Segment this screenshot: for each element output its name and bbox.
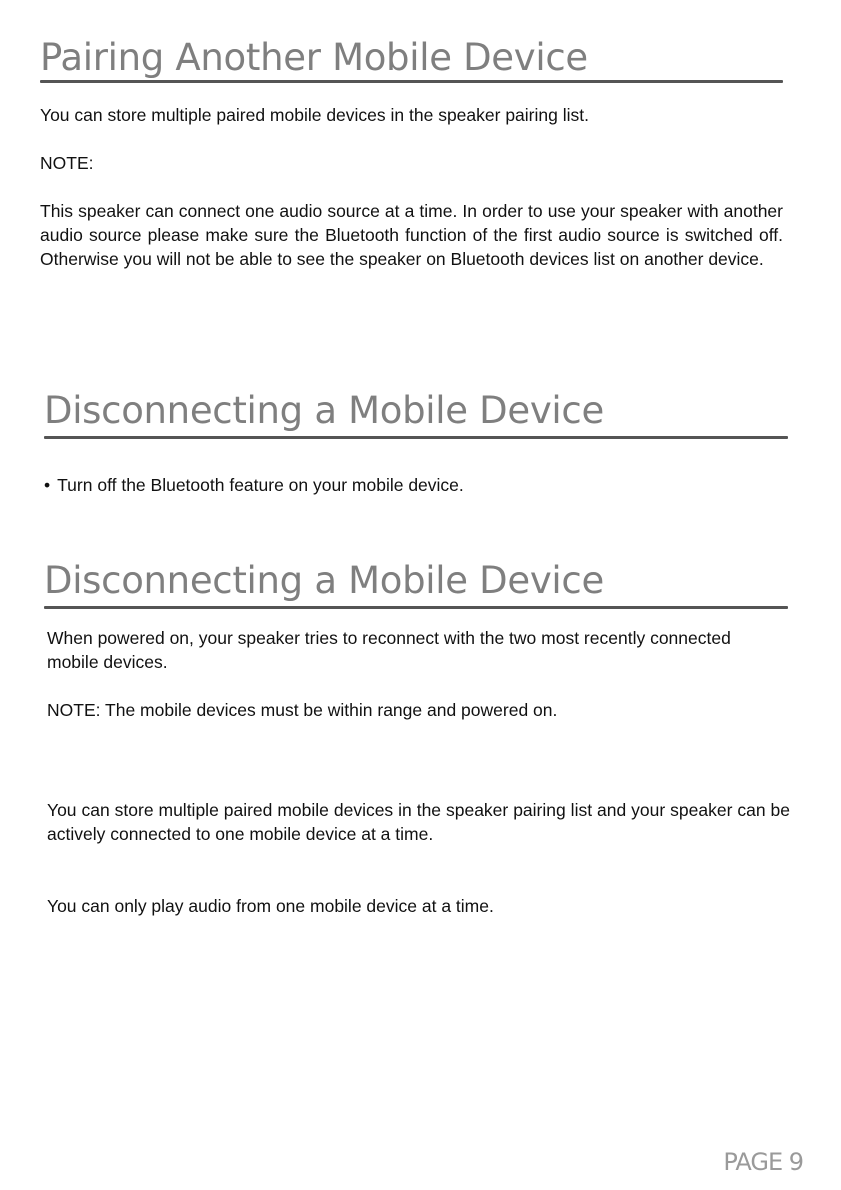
- section-disconnect-divider: [44, 436, 788, 439]
- disconnect-step-item: • Turn off the Bluetooth feature on your mobile device.: [44, 473, 464, 497]
- pairing-note-body: This speaker can connect one audio source at a time. In order to use your speaker with another audio source please make sure the Bluetooth function of the first audio source is switched off. Otherwise you will not be able to see the speaker on Bluetooth devices list on another device.: [40, 201, 783, 269]
- section-reconnect-title: Disconnecting a Mobile Device: [44, 559, 604, 602]
- reconnect-note-text: NOTE: The mobile devices must be within range and powered on.: [47, 700, 558, 720]
- section-reconnect-divider: [44, 606, 788, 609]
- disconnect-steps-list: [44, 473, 464, 497]
- page-number: PAGE 9: [723, 1148, 803, 1176]
- reconnect-info-text: When powered on, your speaker tries to reconnect with the two most recently connected mobile devices.: [47, 628, 731, 672]
- pairing-note-label: NOTE:: [40, 153, 94, 173]
- pairing-list-info-text: You can store multiple paired mobile devices in the speaker pairing list and your speaker can be actively connected to one mobile device at a time.: [47, 800, 790, 844]
- section-disconnect-title: Disconnecting a Mobile Device: [44, 389, 604, 432]
- single-device-audio-text: You can only play audio from one mobile device at a time.: [47, 896, 494, 916]
- section-pairing-title: Pairing Another Mobile Device: [40, 36, 588, 79]
- section-pairing-divider: [40, 80, 783, 83]
- pairing-intro-text: You can store multiple paired mobile devices in the speaker pairing list.: [40, 105, 589, 125]
